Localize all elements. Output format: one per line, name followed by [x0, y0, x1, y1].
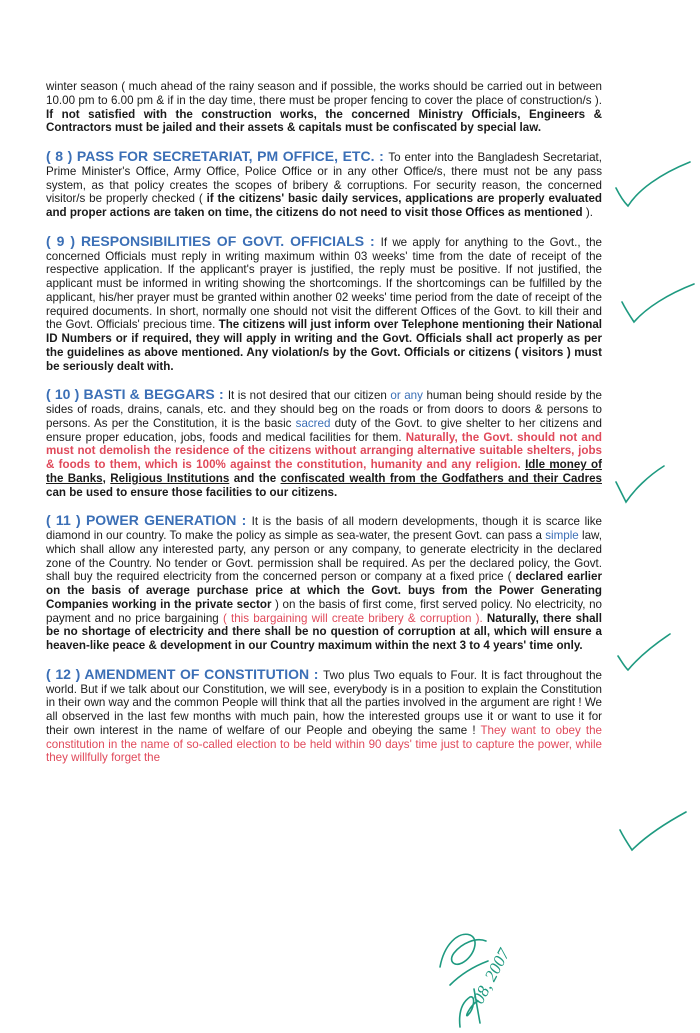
section-12-red-text: They want to obey the constitution in the name of so-called election to be held within 90 days' time just to capture the power, while they willfully forget the: [46, 723, 602, 765]
section-9: [46, 232, 603, 374]
section-9-text: If we apply for anything to the Govt., the concerned Officials must reply in writing maximum within 03 weeks' time from the date of receipt of the respective application. If the applicant's prayer is justified, the reply must be positive. If not justified, the applicant must be informed in writing showing the shortcomings. If the shortcomings can be fulfilled by the applicant, his/her prayer must be granted within another 02 weeks' time period from the date of receipt of the required documents. In short, normally one should not visit the different Offices of the Govt. to kill their and the Govt. Officials' precious time.: [46, 235, 602, 332]
section-11-blue-word: simple: [545, 529, 579, 542]
section-11: [46, 514, 602, 653]
document-body: [46, 80, 602, 780]
section-11-heading: ( 11 ) POWER GENERATION :: [46, 512, 252, 529]
section-11-red-text: ( this bargaining will create bribery & corruption ).: [222, 611, 483, 625]
section-10-underlined-religious: Religious Institutions: [110, 471, 230, 485]
section-12-heading: ( 12 ) AMENDMENT OF CONSTITUTION :: [46, 665, 324, 682]
section-11-text-2: law, which shall allow any interested party, any person or any company, to generate electricity in the declared zone of the Country. No tender or Govt. permission shall be required. As per the declared policy, the Govt. shall buy the required electricity from the concerned person or company at a fixed price (: [46, 529, 602, 584]
check-mark-icon: [612, 462, 668, 506]
section-9-heading: ( 9 ) RESPONSIBILITIES OF GOVT. OFFICIALS :: [46, 232, 381, 249]
handwritten-signature: [430, 905, 560, 1030]
section-10-underlined-wealth: confiscated wealth from the Godfathers and their Cadres: [280, 471, 602, 485]
section-8: [46, 150, 602, 220]
check-mark-icon: [616, 808, 690, 856]
section-11-text-3: ) on the basis of first come, first served policy. No electricity, no payment and no price bargaining: [46, 597, 602, 625]
section-12: [46, 665, 602, 765]
section-8-text: To enter into the Bangladesh Secretariat, Prime Minister's Office, Army Office, Police Office or in any other Office/s, there must not be any pass system, as that policy creates the scopes of bribery & corruptions. For security reason, the concerned visitor/s be properly checked (: [46, 151, 603, 206]
intro-text: winter season ( much ahead of the rainy season and if possible, the works should be carried out in between 10.00 pm to 6.00 pm & if in the day time, there must be proper fencing to cover the place of construction/s ).: [46, 80, 602, 107]
section-10: ( 10 ) BASTI & BEGGARS : It is not desired that our citizen or any human being should reside by the sides of roads, drains, canals, etc. and they should beg on the roads or from doors to doors & persons to persons. As per the Constitution, it is the basic sacred duty of the Govt. to give shelter to her citizens and ensure proper education, jobs, foods and medical facilities for them. Naturally, the Govt. should not and must not demolish the residence of the citizens without arranging alternative suitable shelters, jobs & foods to them, which is 100% against the constitution, humanity and any religion. Idle money of the Banks, Religious Institutions and the confiscated wealth from the Godfathers and their Cadres can be used to ensure those facilities to our citizens.: [46, 386, 603, 499]
section-10-heading: ( 10 ) BASTI & BEGGARS :: [46, 386, 228, 403]
section-11-text: It is the basis of all modern developments, though it is scarce like diamond in our country. To make the policy as simple as sea-water, the present Govt. can pass a: [46, 515, 602, 542]
section-8-text-end: ).: [582, 206, 593, 219]
intro-bold-text: If not satisfied with the construction works, the concerned Ministry Officials, Engineers & Contractors must be jailed and their assets & capitals must be confiscated by special law.: [46, 107, 602, 135]
section-9-bold-text: The citizens will just inform over Telephone mentioning their National ID Numbers or if required, they will apply in writing and the Govt. Officials shall act properly as per the guidelines as above mentioned. Any violation/s by the Govt. Officials or citizens ( visitors ) must be seriously dealt with.: [46, 318, 603, 373]
section-10-bold-end: can be used to ensure those facilities to our citizens.: [46, 485, 338, 499]
section-10-blue-text: or any: [390, 389, 423, 403]
check-mark-icon: [612, 158, 694, 214]
check-mark-icon: [614, 630, 674, 674]
section-10-text-2: human being should reside by the sides of roads, drains, canals, etc. and they should beg on the roads or from doors to doors & persons to persons. As per the Constitution, it is the basic: [46, 389, 603, 430]
section-10-text-3: duty of the Govt. to give shelter to her citizens and ensure proper education, jobs, foods and medical facilities for them.: [46, 416, 602, 444]
section-11-bold-text: declared earlier on the basis of average purchase price at which the Govt. buys from the Power Generating Companies working in the private sector: [46, 570, 602, 611]
section-12-text: Two plus Two equals to Four. It is fact throughout the world. But if we talk about our Constitution, we will see, everybody is in a position to explain the Constitution in their own way and the common People will think that all the parties involved in the argument are right ! We all observed in the last few months with much pain, how the interested groups use it or want to use it for their own interest in the name of welfare of our People and obeying the same !: [46, 668, 602, 737]
section-11-bold-end: Naturally, there shall be no shortage of electricity and there shall be no question of corruption at all, which will ensure a heaven-like peace & development in our Country maximum within the next 3 to 4 years' time only.: [46, 611, 603, 652]
section-8-bold-text: if the citizens' basic daily services, applications are properly evaluated and proper actions are taken on time, the citizens do not need to visit those Offices as mentioned: [46, 192, 602, 219]
section-10-red-bold-text: Naturally, the Govt. should not and must not demolish the residence of the citizens without arranging alternative suitable shelters, jobs & foods to them, which is 100% against the constitution, humanity and any religion.: [46, 430, 602, 471]
intro-paragraph: [46, 80, 602, 135]
section-10-blue-word: sacred: [295, 416, 331, 430]
check-mark-icon: [618, 280, 698, 330]
signature-date: 08, 2007: [468, 945, 514, 1007]
section-8-heading: ( 8 ) PASS FOR SECRETARIAT, PM OFFICE, ETC. :: [46, 148, 389, 164]
section-10-underlined-banks: Idle money of the Banks,: [46, 458, 602, 485]
section-10-text: It is not desired that our citizen: [227, 389, 391, 403]
